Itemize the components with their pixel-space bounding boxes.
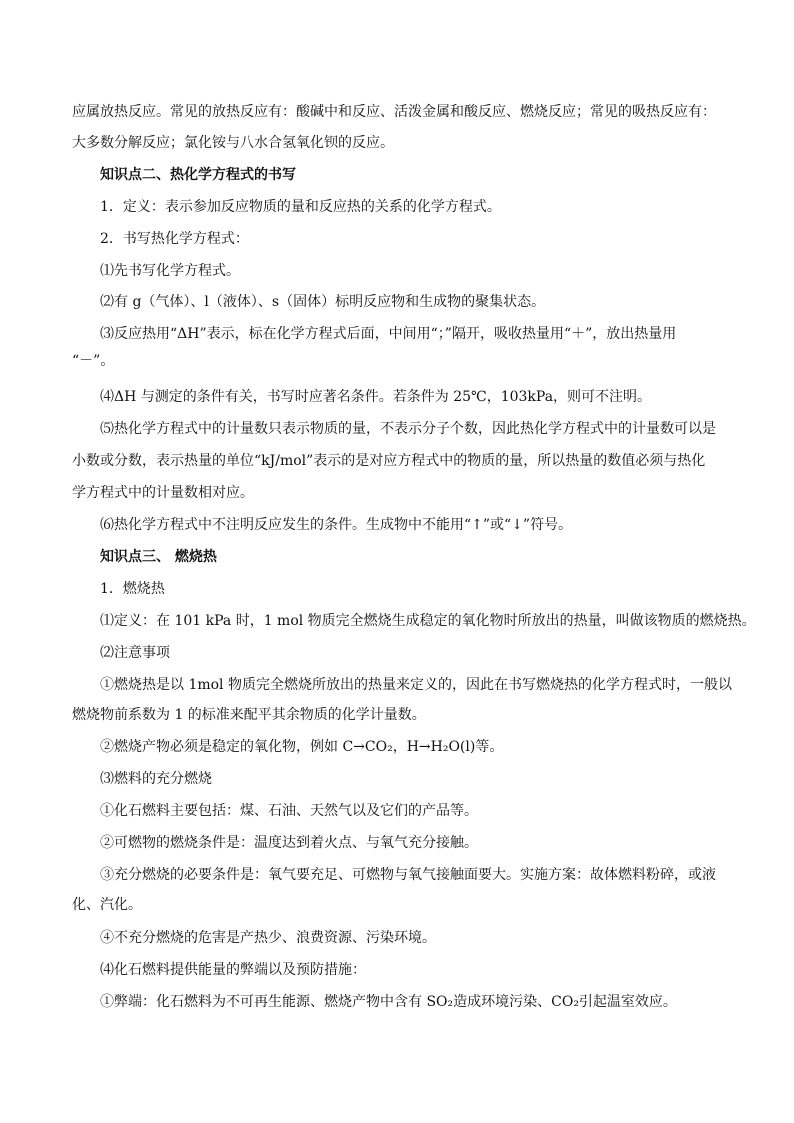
sub-item: ⑴定义：在 101 kPa 时，1 mol 物质完全燃烧生成稳定的氧化物时所放出的热量，叫做该物质的燃烧热。: [100, 613, 756, 629]
sub-item: ⑴先书写化学方程式。: [100, 263, 240, 279]
paragraph-line: 应属放热反应。常见的放热反应有：酸碱中和反应、活泼金属和酸反应、燃烧反应；常见的吸热反应有：: [72, 104, 716, 120]
sub-item: ①燃烧热是以 1mol 物质完全燃烧所放出的热量来定义的，因此在书写燃烧热的化学方程式时，一般以: [100, 677, 732, 693]
paragraph-line: 大多数分解反应；氯化铵与八水合氢氧化钡的反应。: [72, 135, 394, 151]
section-heading: 知识点三、 燃烧热: [100, 549, 217, 565]
sub-item: ①弊端：化石燃料为不可再生能源、燃烧产物中含有 SO₂造成环境污染、CO₂引起温室效应。: [100, 994, 677, 1010]
sub-item: ⑷化石燃料提供能量的弊端以及预防措施：: [100, 962, 366, 978]
paragraph-line: 学方程式中的计量数相对应。: [72, 485, 254, 501]
sub-item: ⑶反应热用“ΔH”表示，标在化学方程式后面，中间用“；”隔开，吸收热量用“＋”，放出热量用: [100, 326, 677, 342]
numbered-item: 1．燃烧热: [100, 581, 165, 597]
paragraph-line: 小数或分数，表示热量的单位“kJ/mol”表示的是对应方程式中的物质的量，所以热量的数值必须与热化: [72, 453, 706, 469]
sub-item: ⑷ΔH 与测定的条件有关，书写时应著名条件。若条件为 25℃，103kPa，则可不注明。: [100, 389, 652, 405]
sub-item: ①化石燃料主要包括：煤、石油、天然气以及它们的产品等。: [100, 803, 478, 819]
sub-item: ⑶燃料的充分燃烧: [100, 771, 212, 787]
paragraph-line: “－”。: [72, 353, 115, 369]
section-heading: 知识点二、热化学方程式的书写: [100, 167, 296, 183]
paragraph-line: 燃烧物前系数为 1 的标准来配平其余物质的化学计量数。: [72, 707, 426, 723]
sub-item: ④不充分燃烧的危害是产热少、浪费资源、污染环境。: [100, 930, 436, 946]
numbered-item: 2．书写热化学方程式：: [100, 231, 249, 247]
sub-item: ⑵有 g（气体）、l（液体）、s（固体）标明反应物和生成物的聚集状态。: [100, 294, 546, 310]
sub-item: ②可燃物的燃烧条件是：温度达到着火点、与氧气充分接触。: [100, 835, 478, 851]
sub-item: ⑵注意事项: [100, 645, 170, 661]
sub-item: ②燃烧产物必须是稳定的氧化物，例如 C→CO₂，H→H₂O(l)等。: [100, 739, 504, 755]
sub-item: ⑹热化学方程式中不注明反应发生的条件。生成物中不能用“↑”或“↓”符号。: [100, 517, 573, 533]
sub-item: ⑸热化学方程式中的计量数只表示物质的量，不表示分子个数，因此热化学方程式中的计量数可以是: [100, 421, 716, 437]
sub-item: ③充分燃烧的必要条件是：氧气要充足、可燃物与氧气接触面要大。实施方案：故体燃料粉碎，或液: [100, 867, 716, 883]
numbered-item: 1．定义：表示参加反应物质的量和反应热的关系的化学方程式。: [100, 199, 501, 215]
paragraph-line: 化、汽化。: [72, 897, 142, 913]
